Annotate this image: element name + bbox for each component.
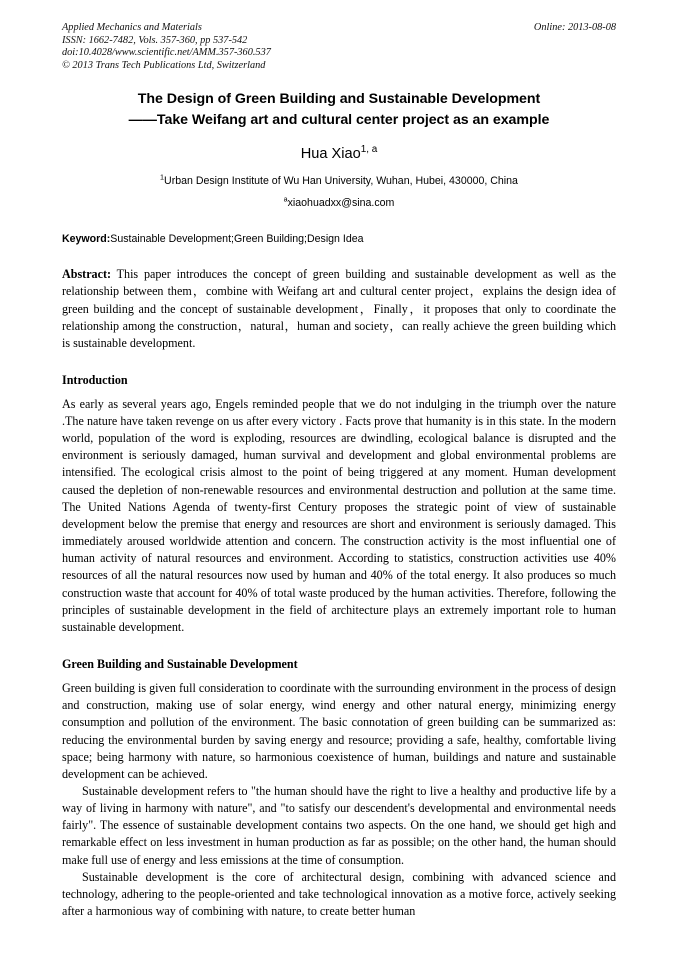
affiliation-text: Urban Design Institute of Wu Han University, Wuhan, Hubei, 430000, China: [164, 175, 518, 188]
section-heading-introduction: Introduction: [62, 372, 128, 387]
author-name-superscript: 1, a: [360, 144, 378, 156]
journal-name: Applied Mechanics and Materials: [62, 22, 202, 33]
paper-title-line-1: The Design of Green Building and Sustainable Development: [137, 91, 541, 108]
journal-header: [62, 22, 616, 72]
paper-title: [62, 89, 616, 131]
author-name: [62, 145, 616, 163]
journal-doi-line: doi:10.4028/www.scientific.net/AMM.357-360.537: [62, 47, 271, 59]
keyword-label: Keyword:: [62, 233, 111, 246]
section-heading-green-building: Green Building and Sustainable Development: [62, 657, 298, 672]
author-name-text: Hua Xiao: [300, 146, 361, 163]
paper-title-line-2: ——Take Weifang art and cultural center project as an example: [128, 112, 550, 129]
section-paragraph: Green building is given full consideration to coordinate with the surrounding environment in the process of design and construction, making use of solar energy, wind energy and other natural energy, minimizing energy consumption and pollution of the environment. The basic connotation of green building can be summarized as: reducing the environmental burden by saving energy and resource; providing a safe, healthy, comfortable living space; being harmony with nature, so harmonious coexistence of human, buildings and nature and sustainable development can be achieved.: [62, 681, 616, 781]
affiliation-superscript: 1: [160, 172, 165, 182]
keyword-line: [62, 232, 616, 247]
keyword-value: Sustainable Development;Green Building;Design Idea: [110, 233, 364, 246]
section-paragraph: As early as several years ago, Engels reminded people that we do not indulging in the triumph over the nature .The nature have taken revenge on us after every victory . Facts prove that humanity is in this state. In the modern world, population of the word is exploding, resources are dwindling, ecological balance is disrupted and the environment is seriously damaged, human survival and development and global environmental problems are intensified. The ecological crisis almost to the point of being triggered at any moment. Human development caused the depletion of non-renewable resources and environmental destruction and pollution at the same time. The United Nations Agenda of twenty-first Century proposes the strategic point of view of sustainable development below the premise that energy and resources are short and environment is seriously damaged. This immediately aroused worldwide attention and concern. The construction activity is the most influential one of human activity of natural resources and environment. According to statistics, construction activities use 40% resources of all the natural resources now used by human and 40% of the total energy. It also produces so much construction waste that account for 40% of total waste produced by the human activities. Therefore, following the principles of sustainable development in the field of architecture plays an extremely important role to human sustainable development.: [62, 396, 616, 634]
section-paragraph: Sustainable development is the core of architectural design, combining with advanced science and technology, adhering to the people-oriented and take technological innovation as a motive force, actively seeking after a harmonious way of combining with nature, to create better human: [62, 869, 616, 919]
author-affiliation: [62, 174, 616, 189]
section-paragraph: Sustainable development refers to "the human should have the right to live a healthy and productive life by a way of living in harmony with nature", and "to satisfy our descendent's developmental and environmental needs fairly". The essence of sustainable development contains two aspects. On the one hand, we should get high and remarkable effect on less investment in human production as far as possible; on the other hand, the human should make full use of energy and less emissions at the time of consumption.: [62, 783, 616, 867]
abstract-paragraph: [62, 266, 616, 351]
author-email: [62, 196, 616, 211]
email-superscript: a: [283, 194, 288, 204]
journal-issn-line: ISSN: 1662-7482, Vols. 357-360, pp 537-542: [62, 34, 248, 46]
abstract-text: This paper introduces the concept of green building and sustainable development as well as the relationship between them，combine with Weifang art and cultural center project，explains the design idea of green building and the concept of sustainable development，Finally，it proposes that only to coordinate the relationship among the construction，natural，human and society，can really achieve the green building which is sustainable development.: [62, 267, 616, 350]
abstract-label: Abstract:: [62, 267, 112, 282]
email-text: xiaohuadxx@sina.com: [287, 197, 395, 210]
online-publication-date: Online: 2013-08-08: [533, 22, 616, 33]
journal-copyright-line: © 2013 Trans Tech Publications Ltd, Switzerland: [62, 59, 266, 71]
